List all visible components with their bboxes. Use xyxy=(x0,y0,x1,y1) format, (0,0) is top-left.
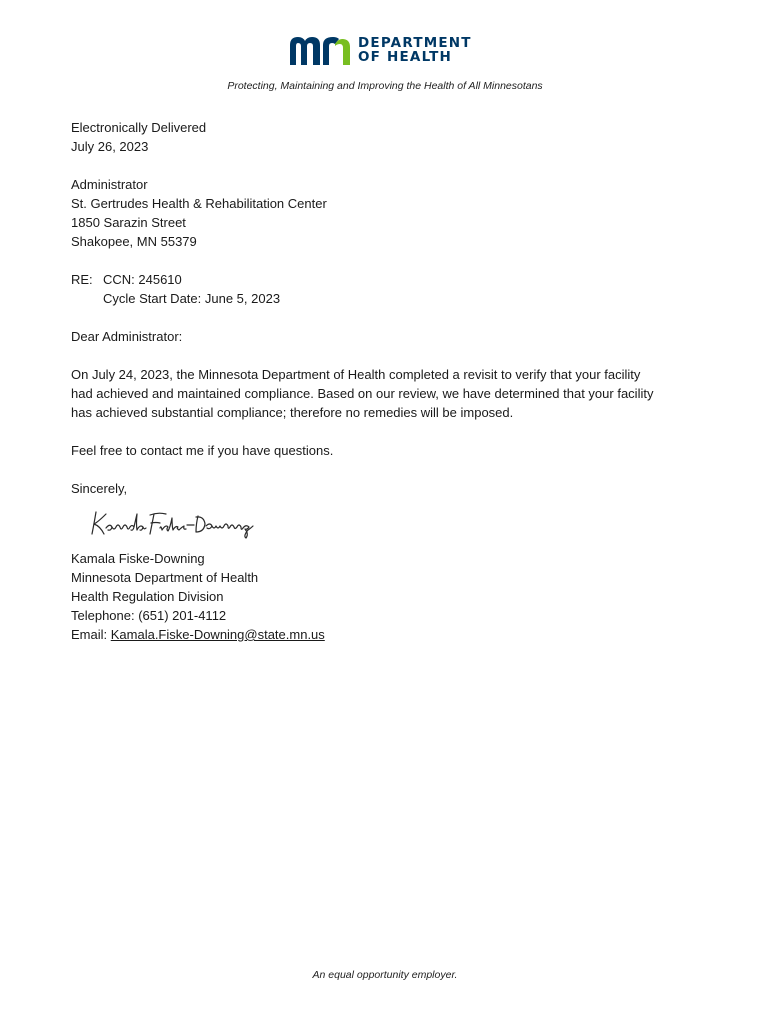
paragraph-line: had achieved and maintained compliance. Based on our review, we have determined that your facility xyxy=(71,386,654,401)
sender-organization: Minnesota Department of Health xyxy=(71,570,259,585)
reference-block xyxy=(71,270,711,308)
sender-division: Health Regulation Division xyxy=(71,589,224,604)
email-label: Email: xyxy=(71,627,111,642)
contact-paragraph xyxy=(71,441,711,460)
re-ccn: CCN: 245610 xyxy=(103,272,182,287)
recipient-address xyxy=(71,175,711,251)
sender-block xyxy=(71,549,711,644)
recipient-title: Administrator xyxy=(71,177,148,192)
recipient-city: Shakopee, MN 55379 xyxy=(71,234,197,249)
main-paragraph xyxy=(71,365,711,422)
salutation xyxy=(71,327,711,346)
logo-wordmark xyxy=(358,36,472,64)
recipient-street: 1850 Sarazin Street xyxy=(71,215,186,230)
salutation-text: Dear Administrator: xyxy=(71,329,183,344)
sender-telephone: Telephone: (651) 201-4112 xyxy=(71,608,227,623)
footer-text: An equal opportunity employer. xyxy=(312,969,458,981)
letter-date: July 26, 2023 xyxy=(71,139,149,154)
sender-email-line xyxy=(71,625,711,644)
handwritten-signature xyxy=(88,506,273,545)
tagline: Protecting, Maintaining and Improving the Health of All Minnesotans xyxy=(227,80,543,92)
delivery-block xyxy=(71,118,711,156)
closing xyxy=(71,479,711,498)
mn-logo-icon xyxy=(288,35,352,65)
closing-text: Sincerely, xyxy=(71,481,128,496)
recipient-facility: St. Gertrudes Health & Rehabilitation Center xyxy=(71,196,327,211)
paragraph-line: On July 24, 2023, the Minnesota Department of Health completed a revisit to verify that your facility xyxy=(71,367,641,382)
contact-text: Feel free to contact me if you have questions. xyxy=(71,443,334,458)
re-label: RE: xyxy=(71,272,93,287)
paragraph-line: has achieved substantial compliance; therefore no remedies will be imposed. xyxy=(71,405,514,420)
delivery-method: Electronically Delivered xyxy=(71,120,207,135)
logo-line-department: DEPARTMENT xyxy=(358,35,472,51)
logo-line-of-health: OF HEALTH xyxy=(358,49,453,65)
sender-name: Kamala Fiske-Downing xyxy=(71,551,205,566)
mdh-logo xyxy=(288,33,472,67)
email-link[interactable]: Kamala.Fiske-Downing@state.mn.us xyxy=(110,627,325,642)
signature-icon xyxy=(88,506,273,540)
re-cycle-start: Cycle Start Date: June 5, 2023 xyxy=(103,291,281,306)
